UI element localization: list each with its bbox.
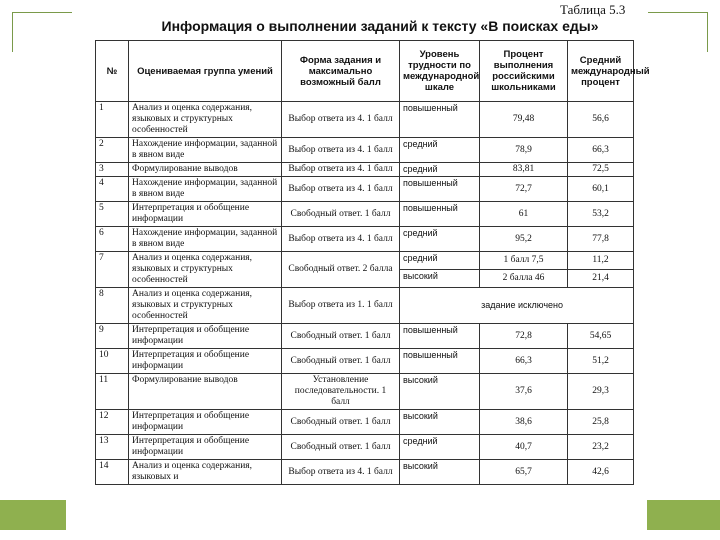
cell-level: высокий <box>400 374 480 410</box>
table-caption: Таблица 5.3 <box>560 2 626 17</box>
cell-form: Свободный ответ. 1 балл <box>282 202 400 227</box>
header-num: № <box>96 41 129 102</box>
cell-num: 2 <box>96 138 129 163</box>
cell-intl-percent: 56,6 <box>568 102 634 138</box>
header-level: Уровень трудности по международной шкале <box>400 41 480 102</box>
cell-skill: Интерпретация и обобщение информации <box>129 202 282 227</box>
cell-excluded-note: задание исключено <box>400 288 634 324</box>
frame-corner-top-right-vertical <box>707 12 708 52</box>
cell-ru-percent: 37,6 <box>480 374 568 410</box>
cell-form: Свободный ответ. 1 балл <box>282 349 400 374</box>
cell-form: Выбор ответа из 4. 1 балл <box>282 138 400 163</box>
cell-ru-percent: 38,6 <box>480 410 568 435</box>
cell-skill: Формулирование выводов <box>129 374 282 410</box>
cell-ru-percent: 1 балл 7,5 <box>480 252 568 270</box>
cell-ru-percent: 78,9 <box>480 138 568 163</box>
cell-form: Свободный ответ. 1 балл <box>282 410 400 435</box>
cell-intl-percent: 77,8 <box>568 227 634 252</box>
cell-ru-percent: 72,8 <box>480 324 568 349</box>
header-form: Форма задания и максимально возможный балл <box>282 41 400 102</box>
frame-corner-top-right <box>648 12 708 13</box>
cell-num: 8 <box>96 288 129 324</box>
header-ru-percent: Процент выполнения российскими школьниками <box>480 41 568 102</box>
frame-corner-top-left-vertical <box>12 12 13 52</box>
cell-skill: Интерпретация и обобщение информации <box>129 410 282 435</box>
cell-ru-percent: 95,2 <box>480 227 568 252</box>
cell-level: высокий <box>400 460 480 485</box>
header-row <box>96 41 634 102</box>
cell-num: 5 <box>96 202 129 227</box>
cell-level: средний <box>400 138 480 163</box>
table-row <box>96 252 634 270</box>
cell-skill: Анализ и оценка содержания, языковых и структурных особенностей <box>129 252 282 288</box>
cell-intl-percent: 53,2 <box>568 202 634 227</box>
cell-ru-percent: 2 балла 46 <box>480 270 568 288</box>
cell-num: 9 <box>96 324 129 349</box>
table-row <box>96 435 634 460</box>
cell-skill: Нахождение информации, заданной в явном виде <box>129 177 282 202</box>
cell-form: Свободный ответ. 1 балл <box>282 324 400 349</box>
cell-form: Выбор ответа из 4. 1 балл <box>282 460 400 485</box>
cell-intl-percent: 66,3 <box>568 138 634 163</box>
cell-skill: Формулирование выводов <box>129 163 282 177</box>
cell-num: 14 <box>96 460 129 485</box>
cell-ru-percent: 72,7 <box>480 177 568 202</box>
cell-intl-percent: 54,65 <box>568 324 634 349</box>
cell-intl-percent: 23,2 <box>568 435 634 460</box>
cell-num: 11 <box>96 374 129 410</box>
cell-skill: Интерпретация и обобщение информации <box>129 349 282 374</box>
cell-intl-percent: 29,3 <box>568 374 634 410</box>
cell-ru-percent: 83,81 <box>480 163 568 177</box>
cell-skill: Интерпретация и обобщение информации <box>129 324 282 349</box>
table-row <box>96 460 634 485</box>
cell-ru-percent: 66,3 <box>480 349 568 374</box>
cell-num: 1 <box>96 102 129 138</box>
table-row <box>96 102 634 138</box>
cell-num: 7 <box>96 252 129 288</box>
cell-level: повышенный <box>400 202 480 227</box>
frame-corner-top-left <box>12 12 72 13</box>
cell-level: повышенный <box>400 324 480 349</box>
cell-num: 6 <box>96 227 129 252</box>
header-skill: Оцениваемая группа умений <box>129 41 282 102</box>
cell-skill: Интерпретация и обобщение информации <box>129 435 282 460</box>
table-row <box>96 288 634 324</box>
decor-bar-left <box>0 500 66 530</box>
cell-level: повышенный <box>400 349 480 374</box>
cell-intl-percent: 21,4 <box>568 270 634 288</box>
cell-num: 13 <box>96 435 129 460</box>
table-row <box>96 349 634 374</box>
decor-bar-right <box>647 500 720 530</box>
cell-intl-percent: 11,2 <box>568 252 634 270</box>
cell-num: 10 <box>96 349 129 374</box>
cell-level: повышенный <box>400 177 480 202</box>
cell-form: Свободный ответ. 1 балл <box>282 435 400 460</box>
cell-form: Выбор ответа из 4. 1 балл <box>282 177 400 202</box>
cell-ru-percent: 79,48 <box>480 102 568 138</box>
cell-form: Установление последовательности. 1 балл <box>282 374 400 410</box>
cell-intl-percent: 60,1 <box>568 177 634 202</box>
cell-form: Выбор ответа из 4. 1 балл <box>282 102 400 138</box>
table-row <box>96 177 634 202</box>
cell-skill: Нахождение информации, заданной в явном виде <box>129 138 282 163</box>
cell-num: 3 <box>96 163 129 177</box>
cell-ru-percent: 40,7 <box>480 435 568 460</box>
table-row <box>96 227 634 252</box>
cell-level: повышенный <box>400 102 480 138</box>
table-row <box>96 202 634 227</box>
cell-form: Выбор ответа из 4. 1 балл <box>282 227 400 252</box>
table-row <box>96 324 634 349</box>
table-row <box>96 163 634 177</box>
cell-num: 4 <box>96 177 129 202</box>
cell-intl-percent: 51,2 <box>568 349 634 374</box>
cell-level: высокий <box>400 270 480 288</box>
cell-skill: Нахождение информации, заданной в явном виде <box>129 227 282 252</box>
cell-skill: Анализ и оценка содержания, языковых и структурных особенностей <box>129 102 282 138</box>
cell-intl-percent: 42,6 <box>568 460 634 485</box>
cell-form: Выбор ответа из 1. 1 балл <box>282 288 400 324</box>
header-intl-percent: Средний международный процент <box>568 41 634 102</box>
cell-level: средний <box>400 435 480 460</box>
table-row <box>96 138 634 163</box>
cell-ru-percent: 61 <box>480 202 568 227</box>
cell-intl-percent: 25,8 <box>568 410 634 435</box>
cell-skill: Анализ и оценка содержания, языковых и структурных особенностей <box>129 288 282 324</box>
cell-form: Свободный ответ. 2 балла <box>282 252 400 288</box>
cell-level: средний <box>400 252 480 270</box>
cell-form: Выбор ответа из 4. 1 балл <box>282 163 400 177</box>
cell-skill: Анализ и оценка содержания, языковых и <box>129 460 282 485</box>
table-row <box>96 410 634 435</box>
cell-num: 12 <box>96 410 129 435</box>
table-row <box>96 374 634 410</box>
cell-level: высокий <box>400 410 480 435</box>
cell-level: средний <box>400 227 480 252</box>
page-title: Информация о выполнении заданий к тексту «В поисках еды» <box>161 18 599 34</box>
results-table <box>95 40 650 485</box>
cell-level: средний <box>400 163 480 177</box>
cell-intl-percent: 72,5 <box>568 163 634 177</box>
cell-ru-percent: 65,7 <box>480 460 568 485</box>
